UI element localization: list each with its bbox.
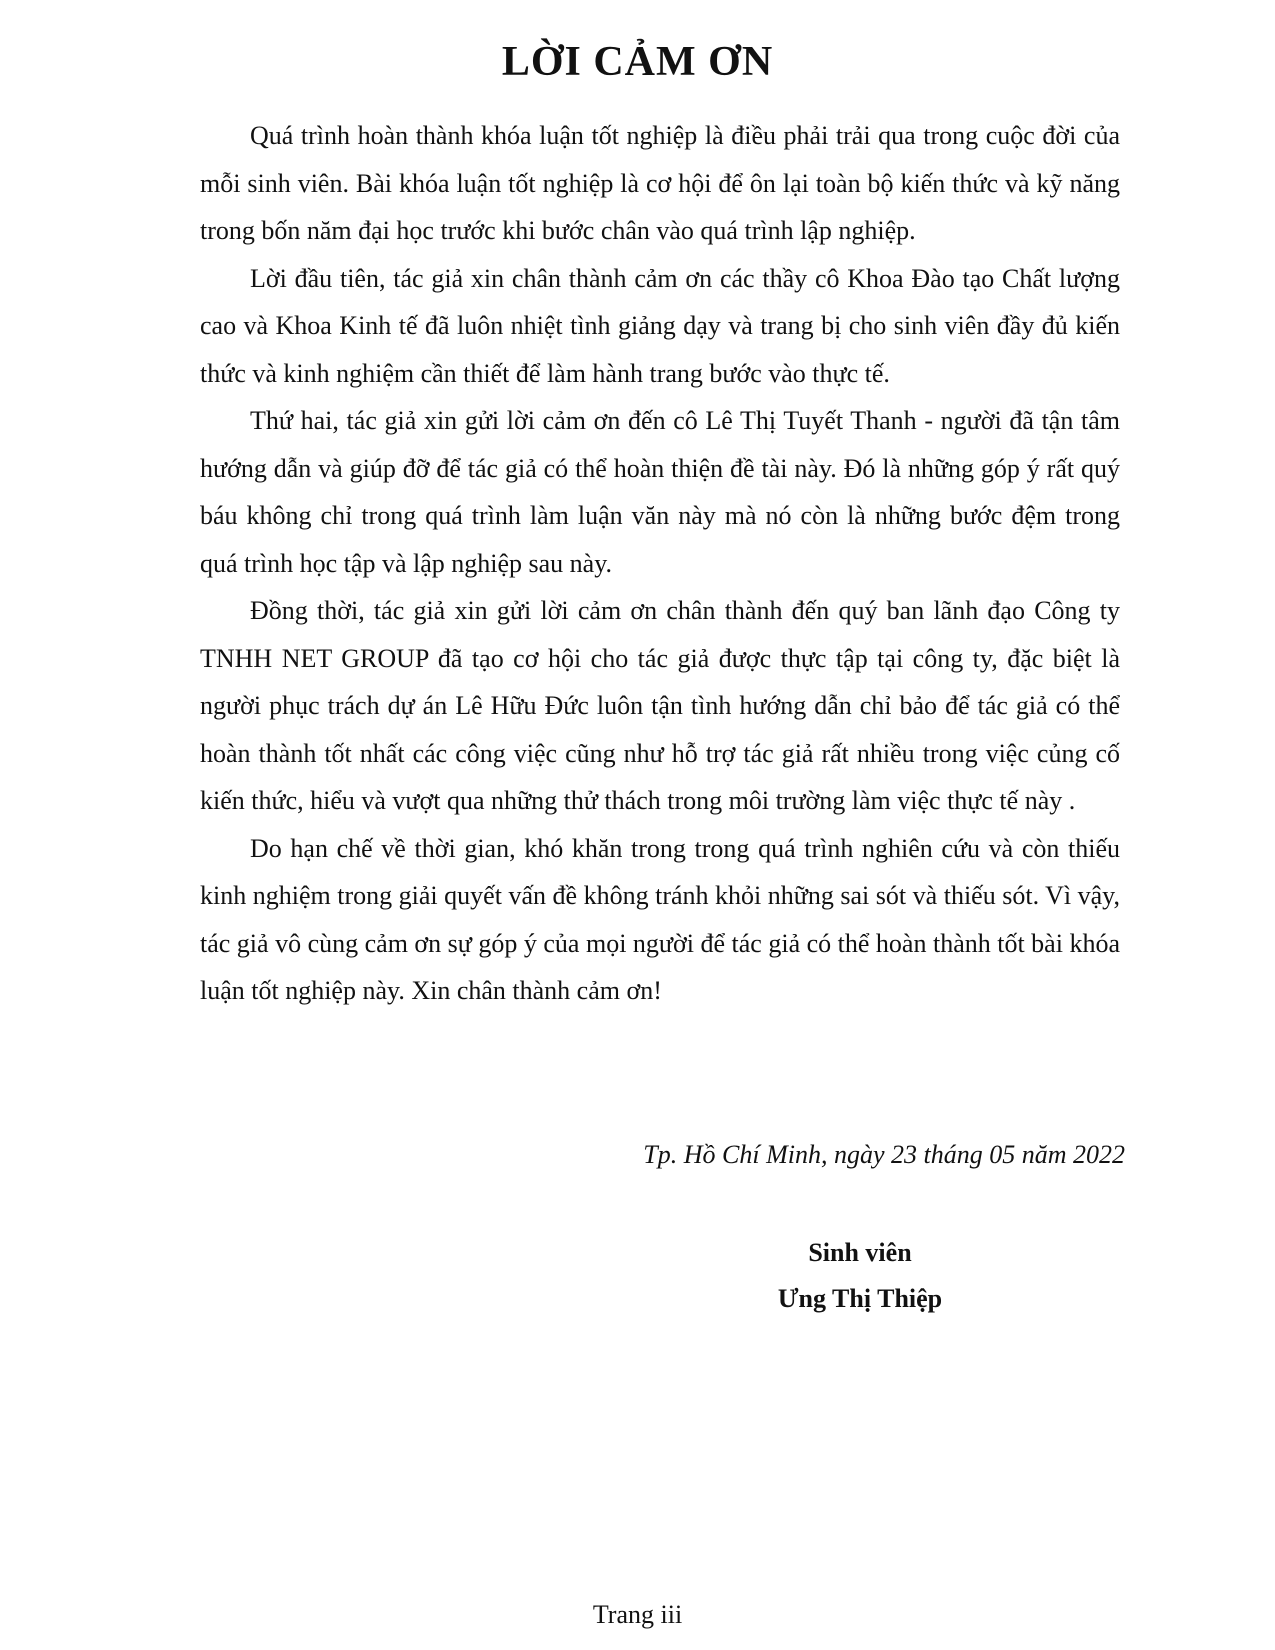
date-line: Tp. Hồ Chí Minh, ngày 23 tháng 05 năm 2022 xyxy=(643,1140,1125,1169)
acknowledgement-body xyxy=(200,112,1120,1015)
page-title: LỜI CẢM ƠN xyxy=(501,39,774,85)
paragraph-4: Đồng thời, tác giả xin gửi lời cảm ơn chân thành đến quý ban lãnh đạo Công ty TNHH NET GROUP đã tạo cơ hội cho tác giả được thực tập tại công ty, đặc biệt là người phục trách dự án Lê Hữu Đức luôn tận tình hướng dẫn chỉ bảo để tác giả có thể hoàn thành tốt nhất các công việc cũng như hỗ trợ tác giả rất nhiều trong việc củng cố kiến thức, hiểu và vượt qua những thử thách trong môi trường làm việc thực tế này . xyxy=(200,596,1120,815)
paragraph-5: Do hạn chế về thời gian, khó khăn trong trong quá trình nghiên cứu và còn thiếu kinh nghiệm trong giải quyết vấn đề không tránh khỏi những sai sót và thiếu sót. Vì vậy, tác giả vô cùng cảm ơn sự góp ý của mọi người để tác giả có thể hoàn thành tốt bài khóa luận tốt nghiệp này. Xin chân thành cảm ơn! xyxy=(200,833,1120,1005)
signature-name: Ưng Thị Thiệp xyxy=(777,1284,943,1313)
page-number: Trang iii xyxy=(592,1600,683,1629)
signature-role: Sinh viên xyxy=(808,1238,912,1267)
paragraph-2: Lời đầu tiên, tác giả xin chân thành cảm ơn các thầy cô Khoa Đào tạo Chất lượng cao và Khoa Kinh tế đã luôn nhiệt tình giảng dạy và trang bị cho sinh viên đầy đủ kiến thức và kinh nghiệm cần thiết để làm hành trang bước vào thực tế. xyxy=(200,263,1120,388)
paragraph-1: Quá trình hoàn thành khóa luận tốt nghiệp là điều phải trải qua trong cuộc đời của mỗi sinh viên. Bài khóa luận tốt nghiệp là cơ hội để ôn lại toàn bộ kiến thức và kỹ năng trong bốn năm đại học trước khi bước chân vào quá trình lập nghiệp. xyxy=(200,121,1120,245)
paragraph-3: Thứ hai, tác giả xin gửi lời cảm ơn đến cô Lê Thị Tuyết Thanh - người đã tận tâm hướng dẫn và giúp đỡ để tác giả có thể hoàn thiện đề tài này. Đó là những góp ý rất quý báu không chỉ trong quá trình làm luận văn này mà nó còn là những bước đệm trong quá trình học tập và lập nghiệp sau này. xyxy=(200,406,1120,578)
